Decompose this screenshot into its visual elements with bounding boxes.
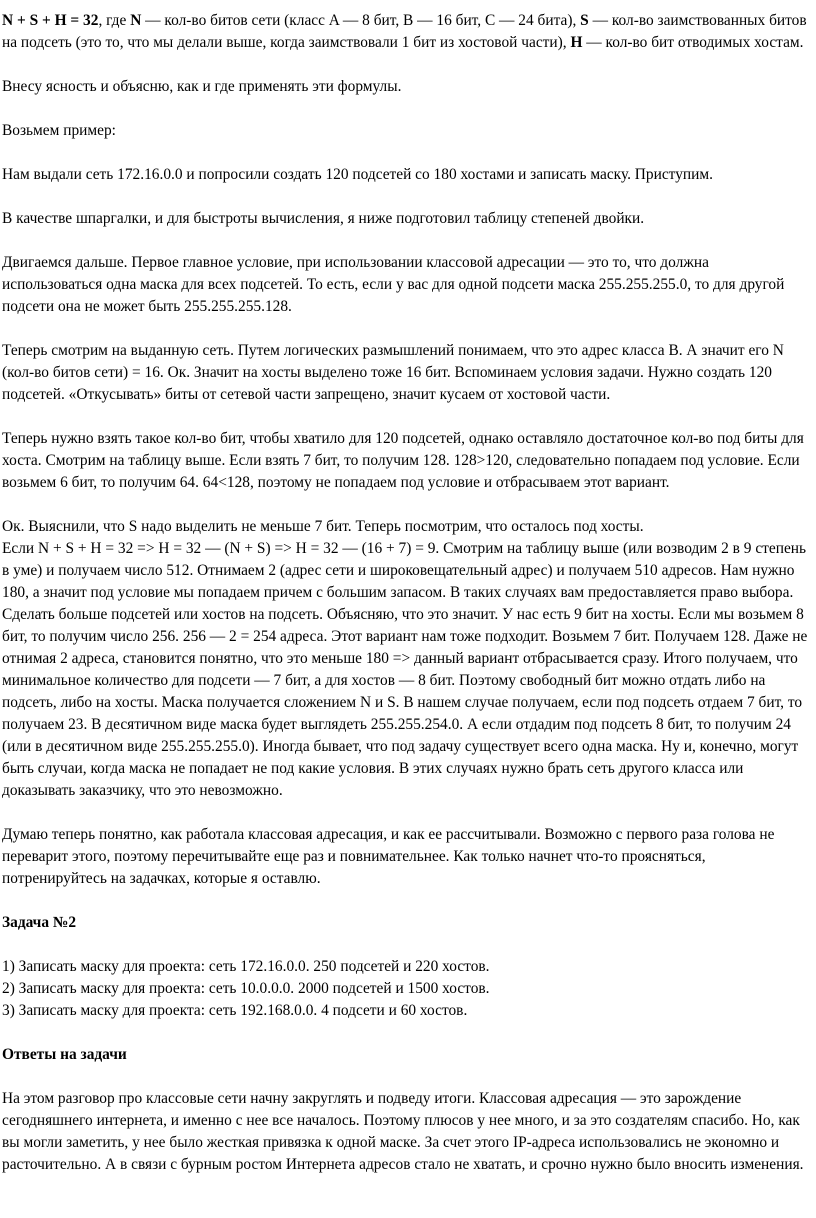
- formula-n-symbol: N: [130, 12, 142, 29]
- paragraph-clarity: Внесу ясность и объясню, как и где применять эти формулы.: [2, 78, 402, 95]
- paragraph-example: Возьмем пример:: [2, 122, 116, 139]
- task-item-1: 1) Записать маску для проекта: сеть 172.16.0.0. 250 подсетей и 220 хостов.: [2, 958, 490, 975]
- formula: N + S + H = 32: [2, 12, 99, 29]
- paragraph-summary: На этом разговор про классовые сети начну закруглять и подведу итоги. Классовая адресация — это зарождение сегодняшнего интернета, и именно с нее все началось. Поэтому плюсов у нее много, и за это создателям спасибо. Но, как вы могли заметить, у нее было жесткая привязка к одной маске. За счет этого IP-адреса использовались не экономно и расточительно. А в связи с бурным ростом Интернета адресов стало не хватать, и срочно нужно было вносить изменения.: [2, 1090, 804, 1173]
- task-heading: Задача №2: [2, 914, 77, 931]
- paragraph-task-statement: Нам выдали сеть 172.16.0.0 и попросили создать 120 подсетей со 180 хостами и записать маску. Приступим.: [2, 166, 713, 183]
- paragraph-conclusion: Думаю теперь понятно, как работала классовая адресация, и как ее рассчитывали. Возможно с первого раза голова не переварит этого, поэтому перечитывайте еще раз и повнимательнее. Как только начнет что-то проясняться, потренируйтесь на задачках, которые я оставлю.: [2, 826, 775, 887]
- task-list: [2, 956, 810, 1022]
- paragraph-host-bits-intro: Ок. Выяснили, что S надо выделить не меньше 7 бит. Теперь посмотрим, что осталось под хосты.: [2, 518, 644, 535]
- answers-heading: Ответы на задачи: [2, 1046, 127, 1063]
- formula-paragraph: [2, 10, 810, 54]
- task-item-3: 3) Записать маску для проекта: сеть 192.168.0.0. 4 подсети и 60 хостов.: [2, 1002, 468, 1019]
- formula-text-1: , где: [98, 12, 131, 29]
- formula-text-4: — кол-во бит отводимых хостам.: [582, 34, 804, 51]
- paragraph-network-class: Теперь смотрим на выданную сеть. Путем логических размышлений понимаем, что это адрес класса B. А значит его N (кол-во битов сети) = 16. Ок. Значит на хосты выделено тоже 16 бит. Вспоминаем условия задачи. Нужно создать 120 подсетей. «Откусывать» биты от сетевой части запрещено, значит кусаем от хостовой части.: [2, 342, 784, 403]
- formula-h-symbol: H: [570, 34, 583, 51]
- paragraph-single-mask: Двигаемся дальше. Первое главное условие, при использовании классовой адресации — это то, что должна использоваться одна маска для всех подсетей. То есть, если у вас для одной подсети маска 255.255.255.0, то для другой подсети она не может быть 255.255.255.128.: [2, 254, 785, 315]
- formula-text-3: — кол-во заимствованных битов на подсеть (это то, что мы делали выше, когда заимствовали 1 бит из хостовой части),: [2, 12, 807, 51]
- task-item-2: 2) Записать маску для проекта: сеть 10.0.0.0. 2000 подсетей и 1500 хостов.: [2, 980, 490, 997]
- formula-s-symbol: S: [580, 12, 589, 29]
- paragraph-cheatsheet: В качестве шпаргалки, и для быстроты вычисления, я ниже подготовил таблицу степеней двойки.: [2, 210, 645, 227]
- paragraph-host-bits-calc: Если N + S + H = 32 => H = 32 — (N + S) => H = 32 — (16 + 7) = 9. Смотрим на таблицу выше (или возводим 2 в 9 степень в уме) и получаем число 512. Отнимаем 2 (адрес сети и широковещательный адрес) и получаем 510 адресов. Нам нужно 180, а значит под условие мы попадаем причем с большим запасом. В таких случаях вам предоставляется право выбора. Сделать больше подсетей или хостов на подсеть. Объясняю, что это значит. У нас есть 9 бит на хосты. Если мы возьмем 8 бит, то получим число 256. 256 — 2 = 254 адреса. Этот вариант нам тоже подходит. Возьмем 7 бит. Получаем 128. Даже не отнимая 2 адреса, становится понятно, что это меньше 180 => данный вариант отбрасывается сразу. Итого получаем, что минимальное количество для подсети — 7 бит, а для хостов — 8 бит. Поэтому свободный бит можно отдать либо на подсеть, либо на хосты. Маска получается сложением N и S. В нашем случае получаем, если под подсеть отдаем 7 бит, то получаем 23. В десятичном виде маска будет выглядеть 255.255.254.0. А если отдадим под подсеть 8 бит, то получим 24 (или в десятичном виде 255.255.255.0). Иногда бывает, что под задачу существует всего одна маска. Ну и, конечно, могут быть случаи, когда маска не попадает не под какие условия. В этих случаях нужно брать сеть другого класса или доказывать заказчику, что это невозможно.: [2, 540, 808, 799]
- paragraph-subnet-bits: Теперь нужно взять такое кол-во бит, чтобы хватило для 120 подсетей, однако оставляло достаточное кол-во под биты для хоста. Смотрим на таблицу выше. Если взять 7 бит, то получим 128. 128>120, следовательно попадаем под условие. Если возьмем 6 бит, то получим 64. 64<128, поэтому не попадаем под условие и отбрасываем этот вариант.: [2, 430, 804, 491]
- formula-text-2: — кол-во битов сети (класс A — 8 бит, B — 16 бит, C — 24 бита),: [141, 12, 581, 29]
